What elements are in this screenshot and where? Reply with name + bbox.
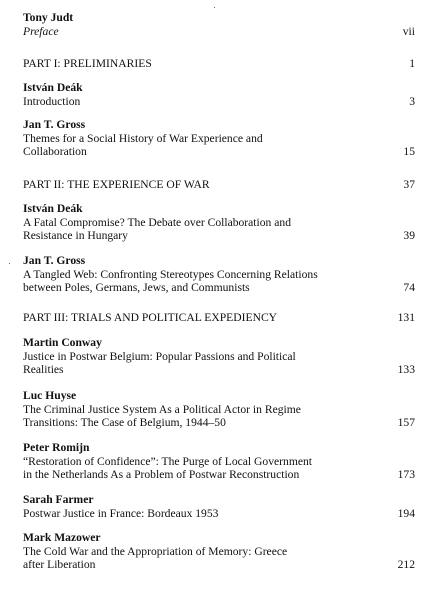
- entry-title: The Criminal Justice System As a Political Actor in Regime: [23, 402, 301, 416]
- toc-entry: [23, 11, 415, 38]
- entry-author: Tony Judt: [23, 11, 74, 24]
- entry-author: Mark Mazower: [23, 531, 101, 544]
- toc-entry: [23, 389, 415, 430]
- page-number: 37: [403, 178, 415, 191]
- entry-title: Realities: [23, 363, 64, 376]
- toc-entry: [23, 336, 415, 377]
- page-number: 15: [403, 145, 415, 158]
- entry-author: István Deák: [23, 81, 83, 94]
- part-title: PART III: TRIALS AND POLITICAL EXPEDIENCY: [23, 311, 278, 324]
- entry-author: Jan T. Gross: [23, 254, 86, 267]
- entry-author: Martin Conway: [23, 336, 102, 349]
- page-number: 1: [409, 57, 415, 70]
- page-number: 3: [409, 94, 415, 108]
- entry-author: István Deák: [23, 202, 83, 215]
- entry-author: Jan T. Gross: [23, 118, 86, 131]
- page-number: 74: [403, 281, 415, 294]
- page-number: 212: [397, 558, 415, 571]
- entry-author: Peter Romijn: [23, 441, 90, 454]
- toc-entry: [23, 81, 415, 108]
- toc-entry: [23, 254, 415, 295]
- part-heading: [23, 311, 415, 325]
- entry-author: Sarah Farmer: [23, 493, 94, 506]
- entry-author: Luc Huyse: [23, 389, 77, 402]
- scan-speck: [214, 7, 215, 8]
- toc-entry: [23, 531, 415, 572]
- entry-title: The Cold War and the Appropriation of Memory: Greece: [23, 544, 288, 558]
- entry-title: Justice in Postwar Belgium: Popular Passions and Political: [23, 349, 296, 363]
- entry-title: A Tangled Web: Confronting Stereotypes Concerning Relations: [23, 267, 318, 281]
- part-heading: [23, 57, 415, 71]
- toc-entry: [23, 118, 415, 159]
- entry-title: Resistance in Hungary: [23, 229, 128, 242]
- toc-entry: [23, 441, 415, 482]
- page-number: 157: [397, 416, 415, 429]
- entry-title: A Fatal Compromise? The Debate over Collaboration and: [23, 215, 291, 229]
- entry-title: in the Netherlands As a Problem of Postwar Reconstruction: [23, 468, 300, 481]
- page-number: 39: [403, 229, 415, 242]
- entry-title: “Restoration of Confidence”: The Purge of Local Government: [23, 454, 313, 468]
- part-title: PART II: THE EXPERIENCE OF WAR: [23, 178, 210, 191]
- toc-entry: [23, 493, 415, 520]
- entry-title: Collaboration: [23, 145, 87, 158]
- entry-title: between Poles, Germans, Jews, and Communists: [23, 281, 250, 294]
- page-number: 173: [397, 468, 415, 481]
- entry-title: Preface: [23, 24, 59, 38]
- toc-entry: [23, 202, 415, 243]
- page-number: 194: [397, 506, 415, 520]
- entry-title: Transitions: The Case of Belgium, 1944–50: [23, 416, 226, 429]
- part-heading: [23, 178, 415, 192]
- page-number: 131: [397, 311, 415, 324]
- entry-title: Introduction: [23, 94, 81, 108]
- page-number: vii: [402, 24, 415, 38]
- scan-speck: [9, 263, 10, 264]
- entry-title: Postwar Justice in France: Bordeaux 1953: [23, 506, 219, 520]
- entry-title: Themes for a Social History of War Experience and: [23, 131, 263, 145]
- part-title: PART I: PRELIMINARIES: [23, 57, 152, 70]
- entry-title: after Liberation: [23, 558, 96, 571]
- page-number: 133: [397, 363, 415, 376]
